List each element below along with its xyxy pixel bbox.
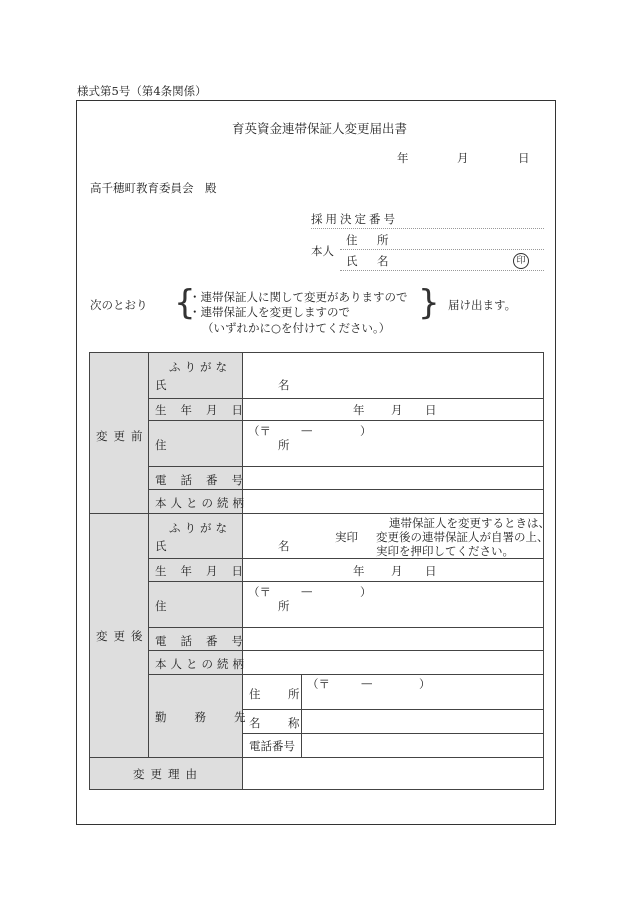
before-birth-label: 生年月日 — [155, 403, 257, 417]
applicant-address-field[interactable] — [340, 249, 544, 250]
reason-label: 変更理由 — [133, 767, 203, 781]
after-postal-open: （〒 — [248, 585, 271, 599]
jitsuin-note-line-2: 変更後の連帯保証人が自署の上、 — [376, 530, 549, 544]
after-name-field[interactable] — [244, 515, 324, 557]
before-postal-dash: — — [301, 423, 313, 437]
addressee: 高千穂町教育委員会 殿 — [90, 181, 217, 195]
before-birth-year: 年 — [353, 403, 365, 417]
date-month-label: 月 — [457, 151, 469, 165]
decision-number-label: 採用決定番号 — [311, 212, 398, 226]
jitsuin-note-line-1: 連帯保証人を変更するときは、 — [389, 516, 550, 530]
after-birth-day: 日 — [425, 564, 437, 578]
employer-label: 勤務先 — [155, 710, 274, 724]
before-address-label: 住 所 — [155, 438, 340, 452]
applicant-name-field[interactable] — [340, 270, 544, 271]
statement-note: （いずれかに○を付けてください。） — [202, 321, 391, 335]
after-postal-close: ） — [360, 585, 372, 599]
applicant-self-label: 本人 — [311, 244, 334, 258]
before-relation-label: 本人との続柄 — [155, 496, 248, 510]
employer-postal-open: （〒 — [307, 677, 330, 691]
before-postal-open: （〒 — [248, 424, 271, 438]
before-birth-month: 月 — [391, 403, 403, 417]
reason-field[interactable] — [244, 759, 542, 788]
before-phone-label: 電話番号 — [155, 473, 257, 487]
applicant-name-label: 氏 名 — [346, 254, 393, 268]
decision-number-field[interactable] — [311, 228, 544, 229]
after-furigana-label: ふりがな — [169, 521, 231, 535]
after-phone-label: 電話番号 — [155, 634, 257, 648]
statement-suffix: 届け出ます。 — [448, 298, 517, 312]
form-number: 様式第5号（第4条関係） — [77, 84, 207, 98]
before-name-field[interactable] — [244, 354, 542, 396]
jitsuin-note-line-3: 実印を押印してください。 — [376, 544, 514, 558]
before-section-label: 変更前 — [96, 429, 149, 443]
statement-prefix: 次のとおり — [90, 298, 148, 312]
before-birth-day: 日 — [425, 403, 437, 417]
date-year-label: 年 — [397, 151, 409, 165]
employer-postal-dash: — — [361, 676, 373, 690]
after-birth-year: 年 — [353, 564, 365, 578]
after-relation-label: 本人との続柄 — [155, 657, 248, 671]
statement-option-1[interactable]: ・連帯保証人に関して変更がありますので — [189, 290, 408, 304]
jitsuin-label: 実印 — [335, 530, 358, 544]
after-address-label: 住 所 — [155, 599, 340, 613]
statement-option-2[interactable]: ・連帯保証人を変更しますので — [189, 305, 350, 319]
guarantor-table — [89, 352, 550, 790]
after-name-label: 氏 名 — [155, 539, 340, 553]
employer-postal-close: ） — [419, 677, 431, 691]
after-postal-dash: — — [301, 584, 313, 598]
right-brace-icon: } — [418, 283, 440, 323]
before-postal-close: ） — [360, 424, 372, 438]
after-birth-month: 月 — [391, 564, 403, 578]
after-section-label: 変更後 — [96, 629, 149, 643]
form-title: 育英資金連帯保証人変更届出書 — [232, 121, 408, 136]
before-furigana-label: ふりがな — [169, 360, 231, 374]
date-day-label: 日 — [518, 151, 530, 165]
before-name-label: 氏 名 — [155, 378, 340, 392]
employer-phone-label: 電話番号 — [249, 739, 295, 753]
seal-mark-icon: 印 — [513, 253, 529, 269]
after-birth-label: 生年月日 — [155, 564, 257, 578]
left-brace-icon: { — [174, 283, 196, 323]
employer-name-label: 名 称 — [249, 716, 308, 730]
applicant-address-label: 住 所 — [346, 233, 393, 247]
employer-address-label: 住 所 — [249, 687, 308, 701]
